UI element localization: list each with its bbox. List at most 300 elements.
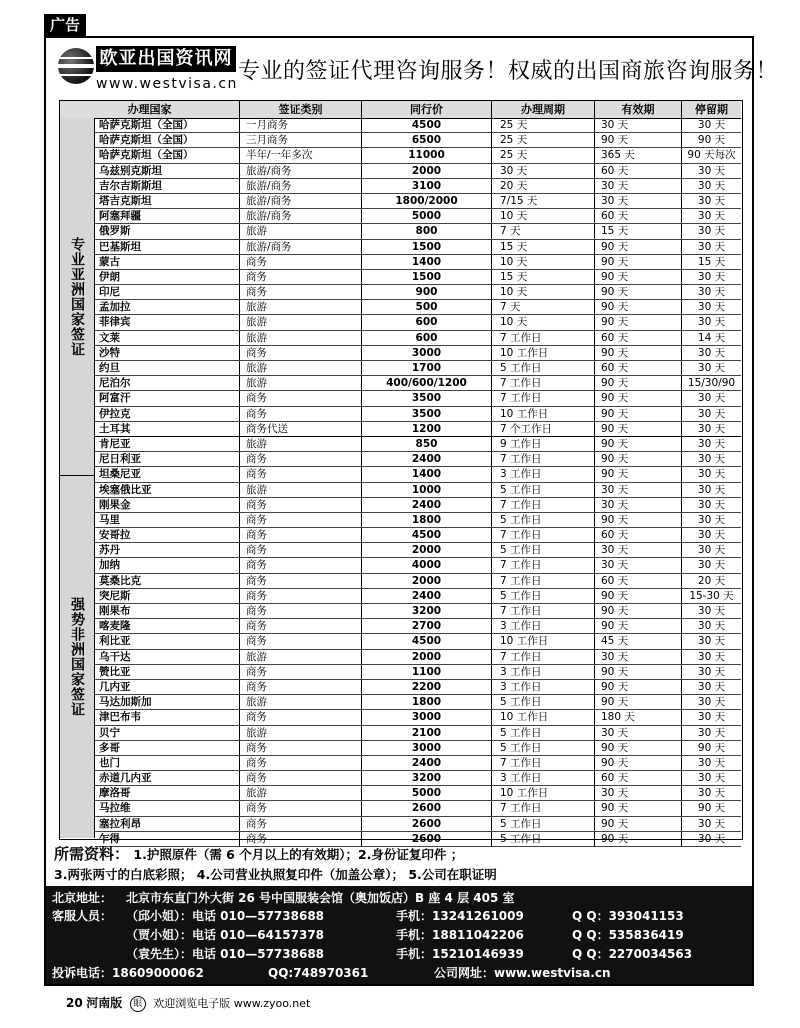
page-footer bbox=[66, 994, 310, 1012]
cell-processing: 10 天 bbox=[492, 209, 595, 223]
header-validity: 有效期 bbox=[595, 101, 682, 118]
table-row-asia bbox=[95, 346, 741, 361]
cell-price: 1500 bbox=[362, 240, 492, 254]
table-row-africa bbox=[95, 498, 741, 513]
cell-price: 4500 bbox=[362, 528, 492, 542]
table-row-africa bbox=[95, 695, 741, 710]
cell-stay: 30 天 bbox=[697, 726, 726, 739]
cell-validity: 90 天 bbox=[595, 680, 682, 694]
cell-type: 旅游 bbox=[240, 331, 362, 345]
table-row-asia bbox=[95, 270, 741, 285]
staff-2-qq: Q Q：535836419 bbox=[572, 928, 684, 942]
cell-price: 1800 bbox=[362, 513, 492, 527]
cell-type: 商务 bbox=[240, 285, 362, 299]
cell-type: 商务 bbox=[240, 391, 362, 405]
cell-validity: 90 天 bbox=[595, 133, 682, 147]
table-row-asia bbox=[95, 133, 741, 148]
cell-price: 1000 bbox=[362, 483, 492, 497]
table-row-asia bbox=[95, 194, 741, 209]
cell-type: 商务 bbox=[240, 346, 362, 360]
cell-stay: 30 天 bbox=[697, 437, 726, 450]
cell-validity: 30 天 bbox=[595, 118, 682, 132]
cell-validity: 30 天 bbox=[595, 179, 682, 193]
cell-stay: 30 天 bbox=[697, 711, 726, 724]
cell-country: 蒙古 bbox=[95, 255, 240, 269]
cell-processing: 5 工作日 bbox=[492, 543, 595, 557]
ad-header bbox=[46, 38, 779, 102]
cell-country: 伊朗 bbox=[95, 270, 240, 284]
cell-validity: 90 天 bbox=[595, 255, 682, 269]
cell-processing: 7 天 bbox=[492, 300, 595, 314]
cell-country: 津巴布韦 bbox=[95, 710, 240, 724]
cell-price: 2700 bbox=[362, 619, 492, 633]
cell-price: 1400 bbox=[362, 467, 492, 481]
header-price: 同行价 bbox=[362, 101, 492, 118]
table-row-asia bbox=[95, 148, 741, 163]
cell-type: 商务 bbox=[240, 574, 362, 588]
cell-stay: 30 天 bbox=[697, 286, 726, 299]
cell-processing: 3 工作日 bbox=[492, 665, 595, 679]
cell-country: 约旦 bbox=[95, 361, 240, 375]
cell-stay: 30 天 bbox=[697, 301, 726, 314]
table-row-asia bbox=[95, 407, 741, 422]
cell-stay: 30 天 bbox=[697, 665, 726, 678]
cell-stay: 30 天 bbox=[697, 498, 726, 511]
cell-price: 1800/2000 bbox=[362, 194, 492, 208]
cell-price: 2000 bbox=[362, 543, 492, 557]
cell-stay: 30 天 bbox=[697, 483, 726, 496]
cell-processing: 7 工作日 bbox=[492, 801, 595, 815]
table-row-africa bbox=[95, 817, 741, 832]
cell-processing: 7 工作日 bbox=[492, 528, 595, 542]
brand-url[interactable]: www.westvisa.cn bbox=[96, 76, 238, 92]
table-row-africa bbox=[95, 665, 741, 680]
cell-price: 3000 bbox=[362, 710, 492, 724]
cell-type: 商务 bbox=[240, 452, 362, 466]
staff-2-phone: （贾小姐）：电话 010—64157378 bbox=[126, 928, 325, 942]
required-materials bbox=[54, 844, 744, 885]
cell-country: 巴基斯坦 bbox=[95, 240, 240, 254]
staff-3-mobile: 手机：15210146939 bbox=[396, 947, 524, 961]
cell-type: 旅游/商务 bbox=[240, 240, 362, 254]
cell-processing: 5 工作日 bbox=[492, 741, 595, 755]
staff-3-phone: （袁先生）：电话 010—57738688 bbox=[126, 947, 325, 961]
cell-stay: 30 天 bbox=[697, 346, 726, 359]
cell-price: 2100 bbox=[362, 726, 492, 740]
cell-country: 多哥 bbox=[95, 741, 240, 755]
cell-country: 喀麦隆 bbox=[95, 619, 240, 633]
cell-price: 600 bbox=[362, 331, 492, 345]
cell-type: 旅游/商务 bbox=[240, 194, 362, 208]
cell-type: 旅游 bbox=[240, 376, 362, 390]
cell-stay: 30 天 bbox=[697, 392, 726, 405]
cell-type: 旅游 bbox=[240, 300, 362, 314]
cell-validity: 90 天 bbox=[595, 270, 682, 284]
region-africa-label bbox=[60, 476, 95, 838]
address: 北京市东直门外大街 26 号中国服装会馆（奥加饭店）B 座 4 层 405 室 bbox=[126, 891, 515, 905]
cell-country: 马拉维 bbox=[95, 801, 240, 815]
cell-type: 商务 bbox=[240, 619, 362, 633]
cell-price: 3000 bbox=[362, 741, 492, 755]
cell-country: 尼泊尔 bbox=[95, 376, 240, 390]
cell-validity: 15 天 bbox=[595, 224, 682, 238]
cell-validity: 90 天 bbox=[595, 407, 682, 421]
cell-price: 3500 bbox=[362, 391, 492, 405]
cell-price: 2600 bbox=[362, 801, 492, 815]
table-row-africa bbox=[95, 634, 741, 649]
cell-price: 2400 bbox=[362, 498, 492, 512]
cell-country: 尼日利亚 bbox=[95, 452, 240, 466]
cell-stay: 30 天 bbox=[697, 544, 726, 557]
table-row-africa bbox=[95, 513, 741, 528]
cell-stay: 30 天 bbox=[697, 453, 726, 466]
cell-country: 吉尔吉斯斯坦 bbox=[95, 179, 240, 193]
cell-validity: 180 天 bbox=[595, 710, 682, 724]
cell-price: 4000 bbox=[362, 558, 492, 572]
complaint-phone: 投诉电话：18609000062 bbox=[52, 966, 204, 980]
cell-country: 突尼斯 bbox=[95, 589, 240, 603]
cell-country: 坦桑尼亚 bbox=[95, 467, 240, 481]
cell-type: 旅游 bbox=[240, 786, 362, 800]
cell-type: 旅游 bbox=[240, 726, 362, 740]
cell-stay: 30 天 bbox=[697, 240, 726, 253]
cell-stay: 30 天 bbox=[697, 696, 726, 709]
table-row-africa bbox=[95, 771, 741, 786]
cell-type: 旅游 bbox=[240, 361, 362, 375]
cell-type: 旅游 bbox=[240, 695, 362, 709]
cell-price: 1500 bbox=[362, 270, 492, 284]
cell-validity: 90 天 bbox=[595, 741, 682, 755]
cell-price: 2600 bbox=[362, 817, 492, 831]
cell-processing: 25 天 bbox=[492, 118, 595, 132]
cell-processing: 30 天 bbox=[492, 164, 595, 178]
cell-stay: 15/30/90 bbox=[687, 377, 736, 390]
cell-validity: 90 天 bbox=[595, 817, 682, 831]
cell-type: 商务 bbox=[240, 558, 362, 572]
cell-validity: 90 天 bbox=[595, 285, 682, 299]
cell-country: 刚果布 bbox=[95, 604, 240, 618]
table-row-asia bbox=[95, 285, 741, 300]
cell-type: 商务 bbox=[240, 680, 362, 694]
cell-stay: 30 天 bbox=[697, 832, 726, 845]
cell-processing: 7 工作日 bbox=[492, 376, 595, 390]
cell-type: 半年/一年多次 bbox=[240, 148, 362, 162]
table-row-asia bbox=[95, 361, 741, 376]
cell-country: 哈萨克斯坦（全国） bbox=[95, 133, 240, 147]
cell-type: 商务 bbox=[240, 513, 362, 527]
cell-processing: 20 天 bbox=[492, 179, 595, 193]
cell-stay: 30 天 bbox=[697, 605, 726, 617]
table-row-asia bbox=[95, 224, 741, 239]
cell-validity: 30 天 bbox=[595, 498, 682, 512]
cell-validity: 90 天 bbox=[595, 665, 682, 679]
footer-note[interactable]: 欢迎浏览电子版 www.zyoo.net bbox=[153, 997, 311, 1010]
cell-stay: 30 天 bbox=[697, 680, 726, 693]
cell-country: 几内亚 bbox=[95, 680, 240, 694]
cell-validity: 90 天 bbox=[595, 240, 682, 254]
cell-country: 文莱 bbox=[95, 331, 240, 345]
cell-stay: 30 天 bbox=[697, 787, 726, 800]
cell-processing: 5 工作日 bbox=[492, 726, 595, 740]
cell-validity: 30 天 bbox=[595, 786, 682, 800]
cell-country: 莫桑比克 bbox=[95, 574, 240, 588]
cell-type: 商务 bbox=[240, 665, 362, 679]
staff-2-mobile: 手机：18811042206 bbox=[396, 928, 524, 942]
table-row-asia bbox=[95, 300, 741, 315]
cell-type: 商务 bbox=[240, 589, 362, 603]
cell-stay: 30 天 bbox=[697, 407, 726, 420]
cell-validity: 30 天 bbox=[595, 558, 682, 572]
table-body bbox=[95, 118, 741, 847]
cell-validity: 30 天 bbox=[595, 650, 682, 664]
cell-type: 商务 bbox=[240, 270, 362, 284]
table-row-africa bbox=[95, 741, 741, 756]
cell-type: 旅游/商务 bbox=[240, 209, 362, 223]
cell-validity: 90 天 bbox=[595, 467, 682, 481]
cell-validity: 90 天 bbox=[595, 346, 682, 360]
table-row-africa bbox=[95, 543, 741, 558]
cell-type: 商务 bbox=[240, 255, 362, 269]
cell-country: 菲律宾 bbox=[95, 315, 240, 329]
company-website[interactable]: 公司网址：www.westvisa.cn bbox=[434, 966, 611, 980]
cell-price: 3000 bbox=[362, 346, 492, 360]
cell-stay: 30 天 bbox=[697, 468, 726, 481]
cell-stay: 90 天 bbox=[697, 134, 726, 147]
contact-block bbox=[46, 886, 752, 984]
cell-price: 1800 bbox=[362, 695, 492, 709]
region-asia-label bbox=[60, 118, 95, 476]
globe-logo-icon bbox=[58, 48, 94, 84]
cell-stay: 30 天 bbox=[697, 179, 726, 192]
ad-tag: 广告 bbox=[44, 14, 86, 36]
cell-type: 商务 bbox=[240, 832, 362, 846]
cell-processing: 7 天 bbox=[492, 224, 595, 238]
table-row-africa bbox=[95, 574, 741, 589]
cell-processing: 5 工作日 bbox=[492, 832, 595, 846]
cell-type: 商务 bbox=[240, 756, 362, 770]
cell-processing: 10 工作日 bbox=[492, 710, 595, 724]
cell-validity: 30 天 bbox=[595, 543, 682, 557]
region-asia-text: 专业亚洲国家签证 bbox=[69, 236, 85, 357]
cell-validity: 60 天 bbox=[595, 209, 682, 223]
cell-country: 土耳其 bbox=[95, 422, 240, 436]
cell-type: 旅游 bbox=[240, 483, 362, 497]
table-row-africa bbox=[95, 558, 741, 573]
cell-price: 4500 bbox=[362, 634, 492, 648]
cell-country: 塞拉利昂 bbox=[95, 817, 240, 831]
cell-validity: 365 天 bbox=[595, 148, 682, 162]
cell-price: 11000 bbox=[362, 148, 492, 162]
edition-stamp-icon: 眼 bbox=[130, 996, 146, 1012]
cell-stay: 20 天 bbox=[697, 574, 726, 587]
header-country: 办理国家 bbox=[60, 101, 240, 118]
cell-stay: 30 天 bbox=[697, 817, 726, 830]
header-stay: 停留期 bbox=[695, 103, 728, 116]
table-row-asia bbox=[95, 422, 741, 437]
cell-stay: 30 天 bbox=[697, 635, 726, 648]
cell-validity: 60 天 bbox=[595, 771, 682, 785]
cell-price: 2400 bbox=[362, 452, 492, 466]
cell-country: 埃塞俄比亚 bbox=[95, 483, 240, 497]
cell-stay: 30 天 bbox=[697, 650, 726, 663]
cell-processing: 7 工作日 bbox=[492, 574, 595, 588]
staff-1-mobile: 手机：13241261009 bbox=[396, 909, 524, 923]
cell-processing: 5 工作日 bbox=[492, 361, 595, 375]
cell-processing: 7 工作日 bbox=[492, 391, 595, 405]
cell-type: 旅游 bbox=[240, 315, 362, 329]
header-processing: 办理周期 bbox=[492, 101, 595, 118]
cell-type: 商务 bbox=[240, 467, 362, 481]
cell-price: 1100 bbox=[362, 665, 492, 679]
cell-type: 旅游/商务 bbox=[240, 179, 362, 193]
company-qq: QQ:748970361 bbox=[268, 966, 369, 980]
table-row-africa bbox=[95, 680, 741, 695]
cell-validity: 90 天 bbox=[595, 695, 682, 709]
cell-processing: 3 工作日 bbox=[492, 680, 595, 694]
cell-validity: 45 天 bbox=[595, 634, 682, 648]
cell-country: 乌干达 bbox=[95, 650, 240, 664]
cell-validity: 60 天 bbox=[595, 331, 682, 345]
cell-validity: 60 天 bbox=[595, 361, 682, 375]
cell-country: 赞比亚 bbox=[95, 665, 240, 679]
cell-stay: 30 天 bbox=[697, 529, 726, 542]
cell-country: 塔吉克斯坦 bbox=[95, 194, 240, 208]
materials-line-2: 3.两张两寸的白底彩照； 4.公司营业执照复印件（加盖公章）； 5.公司在职证明 bbox=[54, 867, 497, 882]
cell-validity: 90 天 bbox=[595, 801, 682, 815]
header-type: 签证类别 bbox=[240, 101, 362, 118]
table-row-africa bbox=[95, 756, 741, 771]
cell-validity: 90 天 bbox=[595, 376, 682, 390]
table-row-asia bbox=[95, 179, 741, 194]
cell-type: 商务 bbox=[240, 741, 362, 755]
table-row-africa bbox=[95, 801, 741, 816]
cell-country: 苏丹 bbox=[95, 543, 240, 557]
cell-price: 850 bbox=[362, 437, 492, 451]
cell-country: 乌兹别克斯坦 bbox=[95, 164, 240, 178]
cell-validity: 90 天 bbox=[595, 315, 682, 329]
cell-price: 400/600/1200 bbox=[362, 376, 492, 390]
cell-processing: 10 工作日 bbox=[492, 634, 595, 648]
cell-type: 商务代送 bbox=[240, 422, 362, 436]
cell-processing: 5 工作日 bbox=[492, 589, 595, 603]
cell-price: 600 bbox=[362, 315, 492, 329]
address-label: 北京地址： bbox=[52, 891, 113, 905]
cell-processing: 10 工作日 bbox=[492, 407, 595, 421]
cell-country: 贝宁 bbox=[95, 726, 240, 740]
table-row-africa bbox=[95, 619, 741, 634]
table-row-africa bbox=[95, 467, 741, 482]
cell-type: 旅游 bbox=[240, 437, 362, 451]
slogan: 专业的签证代理咨询服务！权威的出国商旅咨询服务！ bbox=[238, 59, 779, 84]
cell-stay: 30 天 bbox=[697, 362, 726, 374]
cell-validity: 90 天 bbox=[595, 300, 682, 314]
cell-type: 旅游 bbox=[240, 650, 362, 664]
cell-processing: 7 工作日 bbox=[492, 452, 595, 466]
cell-country: 阿塞拜疆 bbox=[95, 209, 240, 223]
cell-type: 三月商务 bbox=[240, 133, 362, 147]
staff-1-phone: （邱小姐）：电话 010—57738688 bbox=[126, 909, 325, 923]
cell-stay: 90 天 bbox=[697, 741, 726, 754]
cell-price: 3200 bbox=[362, 604, 492, 618]
cell-type: 商务 bbox=[240, 407, 362, 421]
cell-country: 摩洛哥 bbox=[95, 786, 240, 800]
table-row-asia bbox=[95, 315, 741, 330]
table-row-africa bbox=[95, 589, 741, 604]
cell-price: 900 bbox=[362, 285, 492, 299]
cell-type: 商务 bbox=[240, 543, 362, 557]
cell-country: 安哥拉 bbox=[95, 528, 240, 542]
cell-validity: 90 天 bbox=[595, 452, 682, 466]
cell-processing: 10 天 bbox=[492, 255, 595, 269]
cell-stay: 30 天 bbox=[697, 772, 726, 785]
cell-price: 1700 bbox=[362, 361, 492, 375]
table-row-africa bbox=[95, 483, 741, 498]
cell-validity: 60 天 bbox=[595, 528, 682, 542]
cell-price: 5000 bbox=[362, 786, 492, 800]
cell-country: 哈萨克斯坦（全国） bbox=[95, 118, 240, 132]
cell-country: 刚果金 bbox=[95, 498, 240, 512]
table-row-africa bbox=[95, 528, 741, 543]
cell-validity: 90 天 bbox=[595, 513, 682, 527]
cell-country: 赤道几内亚 bbox=[95, 771, 240, 785]
cell-processing: 15 天 bbox=[492, 240, 595, 254]
cell-type: 商务 bbox=[240, 634, 362, 648]
cell-price: 3500 bbox=[362, 407, 492, 421]
cell-type: 旅游/商务 bbox=[240, 164, 362, 178]
cell-validity: 30 天 bbox=[595, 483, 682, 497]
table-row-asia bbox=[95, 209, 741, 224]
materials-line-1: 1.护照原件（需 6 个月以上的有效期）；2.身份证复印件 ； bbox=[133, 847, 464, 862]
table-row-asia bbox=[95, 331, 741, 346]
cell-stay: 15-30 天 bbox=[689, 589, 734, 602]
visa-price-table bbox=[59, 100, 743, 845]
cell-validity: 90 天 bbox=[595, 756, 682, 770]
cell-price: 2000 bbox=[362, 164, 492, 178]
cell-stay: 30 天 bbox=[697, 620, 726, 633]
cell-processing: 7 工作日 bbox=[492, 756, 595, 770]
cell-type: 商务 bbox=[240, 771, 362, 785]
cell-price: 6500 bbox=[362, 133, 492, 147]
cell-processing: 15 天 bbox=[492, 270, 595, 284]
materials-lead: 所需资料： bbox=[54, 845, 130, 863]
cell-stay: 30 天 bbox=[697, 422, 726, 435]
cell-validity: 90 天 bbox=[595, 437, 682, 451]
cell-stay: 30 天 bbox=[697, 164, 726, 177]
table-row-asia bbox=[95, 118, 741, 133]
cell-country: 孟加拉 bbox=[95, 300, 240, 314]
cell-validity: 90 天 bbox=[595, 391, 682, 405]
cell-stay: 30 天 bbox=[697, 513, 726, 526]
cell-price: 2400 bbox=[362, 589, 492, 603]
cell-country: 马达加斯加 bbox=[95, 695, 240, 709]
cell-stay: 14 天 bbox=[697, 331, 726, 344]
table-row-africa bbox=[95, 452, 741, 467]
table-row-asia bbox=[95, 255, 741, 270]
cell-country: 哈萨克斯坦（全国） bbox=[95, 148, 240, 162]
cell-stay: 30 天 bbox=[697, 270, 726, 283]
table-row-africa bbox=[95, 726, 741, 741]
cell-validity: 90 天 bbox=[595, 422, 682, 436]
cell-country: 乍得 bbox=[95, 832, 240, 846]
cell-processing: 10 工作日 bbox=[492, 346, 595, 360]
table-row-asia bbox=[95, 376, 741, 391]
cell-stay: 30 天 bbox=[697, 194, 726, 207]
table-row-asia bbox=[95, 240, 741, 255]
cell-type: 一月商务 bbox=[240, 118, 362, 132]
cell-price: 4500 bbox=[362, 118, 492, 132]
table-row-africa bbox=[95, 786, 741, 801]
cell-validity: 30 天 bbox=[595, 194, 682, 208]
